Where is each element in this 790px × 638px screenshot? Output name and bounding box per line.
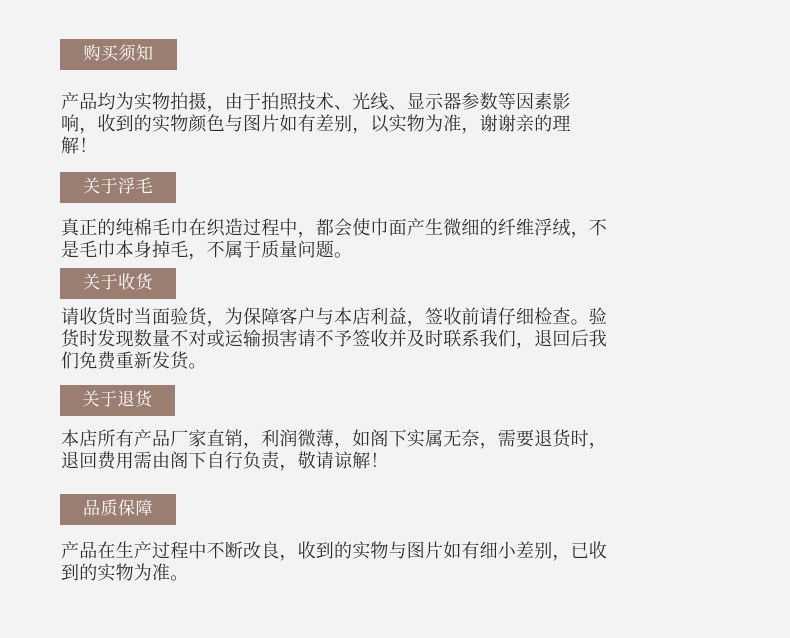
text-line: 产品均为实物拍摄，由于拍照技术、光线、显示器参数等因素影 xyxy=(61,92,571,113)
text-line: 请收货时当面验货，为保障客户与本店利益，签收前请仔细检查。验 xyxy=(61,307,607,328)
text-line: 解！ xyxy=(61,136,98,157)
text-line: 是毛巾本身掉毛，不属于质量问题。 xyxy=(61,240,353,261)
text-line: 货时发现数量不对或运输损害请不予签收并及时联系我们，退回后我 xyxy=(61,329,607,350)
text-line: 真正的纯棉毛巾在织造过程中，都会使巾面产生微细的纤维浮绒，不 xyxy=(61,218,607,239)
text-line: 产品在生产过程中不断改良，收到的实物与图片如有细小差别，已收 xyxy=(61,541,607,562)
text-line: 本店所有产品厂家直销，利润微薄，如阁下实属无奈，需要退货时， xyxy=(61,429,607,450)
heading-quality-guarantee: 品质保障 xyxy=(60,494,176,525)
about-receiving-text xyxy=(61,307,721,373)
about-lint-text xyxy=(61,218,721,262)
about-returns-text xyxy=(61,429,721,473)
text-line: 退回费用需由阁下自行负责，敬请谅解！ xyxy=(61,451,389,472)
text-line: 响，收到的实物颜色与图片如有差别，以实物为准，谢谢亲的理 xyxy=(61,114,571,135)
heading-about-lint: 关于浮毛 xyxy=(60,172,176,203)
purchase-notice-text xyxy=(61,92,721,158)
text-line: 们免费重新发货。 xyxy=(61,351,207,372)
text-line: 到的实物为准。 xyxy=(61,563,189,584)
heading-about-receiving: 关于收货 xyxy=(60,268,176,299)
heading-purchase-notice: 购买须知 xyxy=(60,39,177,70)
quality-guarantee-text xyxy=(61,541,721,585)
heading-about-returns: 关于退货 xyxy=(60,385,175,416)
